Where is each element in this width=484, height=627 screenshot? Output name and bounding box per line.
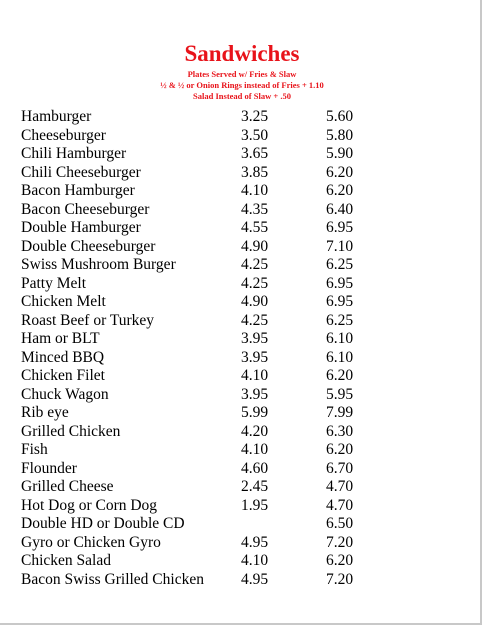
plate-price: 6.20 — [326, 367, 354, 384]
item-name: Rib eye — [21, 404, 69, 421]
plate-price: 5.95 — [326, 385, 354, 403]
item-price: 4.20 — [241, 422, 269, 440]
plate-price: 4.70 — [326, 478, 354, 495]
plate-price: 6.40 — [326, 200, 354, 218]
menu-item — [21, 201, 461, 220]
menu-item — [21, 293, 461, 312]
plate-price: 6.25 — [326, 311, 354, 329]
item-price: 3.95 — [241, 348, 269, 366]
plate-price: 6.10 — [326, 330, 354, 347]
item-price: 2.45 — [241, 478, 269, 495]
item-price: 1.95 — [241, 496, 269, 514]
item-name: Cheeseburger — [21, 126, 106, 144]
menu-list — [21, 108, 461, 589]
menu-item — [21, 404, 461, 423]
salad-note: Salad Instead of Slaw + .50 — [193, 91, 291, 101]
menu-item — [21, 386, 461, 405]
plate-price: 6.25 — [326, 256, 354, 273]
menu-item — [21, 219, 461, 238]
item-name: Chicken Salad — [21, 552, 111, 569]
item-name: Hamburger — [21, 108, 92, 125]
menu-item — [21, 256, 461, 275]
item-name: Gyro or Chicken Gyro — [21, 533, 161, 551]
menu-item — [21, 108, 461, 127]
plate-price: 6.10 — [326, 348, 354, 366]
item-name: Double HD or Double CD — [21, 515, 185, 532]
item-name: Double Hamburger — [21, 219, 141, 236]
menu-item — [21, 330, 461, 349]
item-name: Flounder — [21, 459, 77, 477]
plate-price: 6.20 — [326, 552, 354, 569]
menu-item — [21, 367, 461, 386]
item-name: Chicken Filet — [21, 367, 105, 384]
item-price: 4.60 — [241, 459, 269, 477]
plate-price: 6.70 — [326, 459, 354, 477]
item-name: Double Cheeseburger — [21, 237, 156, 255]
item-name: Chili Hamburger — [21, 145, 127, 162]
plate-price: 5.80 — [326, 126, 354, 144]
plate-price: 6.95 — [326, 293, 354, 310]
plate-price: 7.20 — [326, 533, 354, 551]
menu-item — [21, 571, 461, 590]
menu-item — [21, 312, 461, 331]
item-price: 3.25 — [241, 108, 269, 125]
item-price: 4.25 — [241, 274, 269, 292]
item-price: 4.10 — [241, 552, 269, 569]
menu-item — [21, 127, 461, 146]
item-price: 4.55 — [241, 219, 269, 236]
item-price: 3.85 — [241, 163, 269, 181]
menu-title: Sandwiches — [184, 41, 300, 66]
menu-item — [21, 478, 461, 497]
item-name: Grilled Chicken — [21, 422, 121, 440]
item-name: Grilled Cheese — [21, 478, 114, 495]
plate-price: 6.20 — [326, 182, 354, 199]
plate-price: 6.50 — [326, 515, 354, 532]
plates-note: Plates Served w/ Fries & Slaw — [187, 69, 297, 79]
item-price: 3.95 — [241, 385, 269, 403]
item-name: Fish — [21, 441, 48, 458]
plate-price: 7.20 — [326, 570, 354, 588]
menu-item — [21, 145, 461, 164]
item-price: 4.95 — [241, 570, 269, 588]
item-price: 4.10 — [241, 367, 269, 384]
item-price: 4.95 — [241, 533, 269, 551]
menu-item — [21, 238, 461, 257]
plate-price: 6.95 — [326, 274, 354, 292]
item-name: Patty Melt — [21, 274, 87, 292]
menu-item — [21, 164, 461, 183]
menu-item — [21, 552, 461, 571]
onion-rings-note: ½ & ½ or Onion Rings instead of Fries + 1.10 — [160, 80, 324, 90]
plate-price: 6.95 — [326, 219, 354, 236]
item-price: 4.10 — [241, 182, 269, 199]
item-price: 3.65 — [241, 145, 269, 162]
plate-price: 6.20 — [326, 163, 354, 181]
menu-item — [21, 441, 461, 460]
item-name: Chuck Wagon — [21, 385, 109, 403]
item-name: Hot Dog or Corn Dog — [21, 496, 158, 514]
item-price: 4.25 — [241, 311, 269, 329]
plate-price: 7.10 — [326, 237, 354, 255]
item-name: Roast Beef or Turkey — [21, 311, 155, 329]
menu-item — [21, 349, 461, 368]
item-name: Swiss Mushroom Burger — [21, 256, 176, 273]
plate-price: 5.90 — [326, 145, 354, 162]
menu-item — [21, 275, 461, 294]
item-price: 4.35 — [241, 200, 269, 218]
plate-price: 5.60 — [326, 108, 354, 125]
menu-item — [21, 423, 461, 442]
plate-price: 6.30 — [326, 422, 354, 440]
menu-item — [21, 460, 461, 479]
item-price: 4.90 — [241, 293, 269, 310]
menu-item — [21, 515, 461, 534]
item-price: 5.99 — [241, 404, 269, 421]
item-price: 4.25 — [241, 256, 269, 273]
item-price: 3.50 — [241, 126, 269, 144]
item-name: Ham or BLT — [21, 330, 100, 347]
plate-price: 4.70 — [326, 496, 354, 514]
item-price: 4.90 — [241, 237, 269, 255]
item-name: Bacon Hamburger — [21, 182, 135, 199]
menu-item — [21, 182, 461, 201]
item-price: 4.10 — [241, 441, 269, 458]
item-name: Chicken Melt — [21, 293, 106, 310]
item-price: 3.95 — [241, 330, 269, 347]
menu-item — [21, 534, 461, 553]
item-name: Bacon Swiss Grilled Chicken — [21, 570, 204, 588]
menu-item — [21, 497, 461, 516]
item-name: Minced BBQ — [21, 348, 105, 366]
plate-price: 7.99 — [326, 404, 354, 421]
item-name: Chili Cheeseburger — [21, 163, 141, 181]
plate-price: 6.20 — [326, 441, 354, 458]
item-name: Bacon Cheeseburger — [21, 200, 150, 218]
